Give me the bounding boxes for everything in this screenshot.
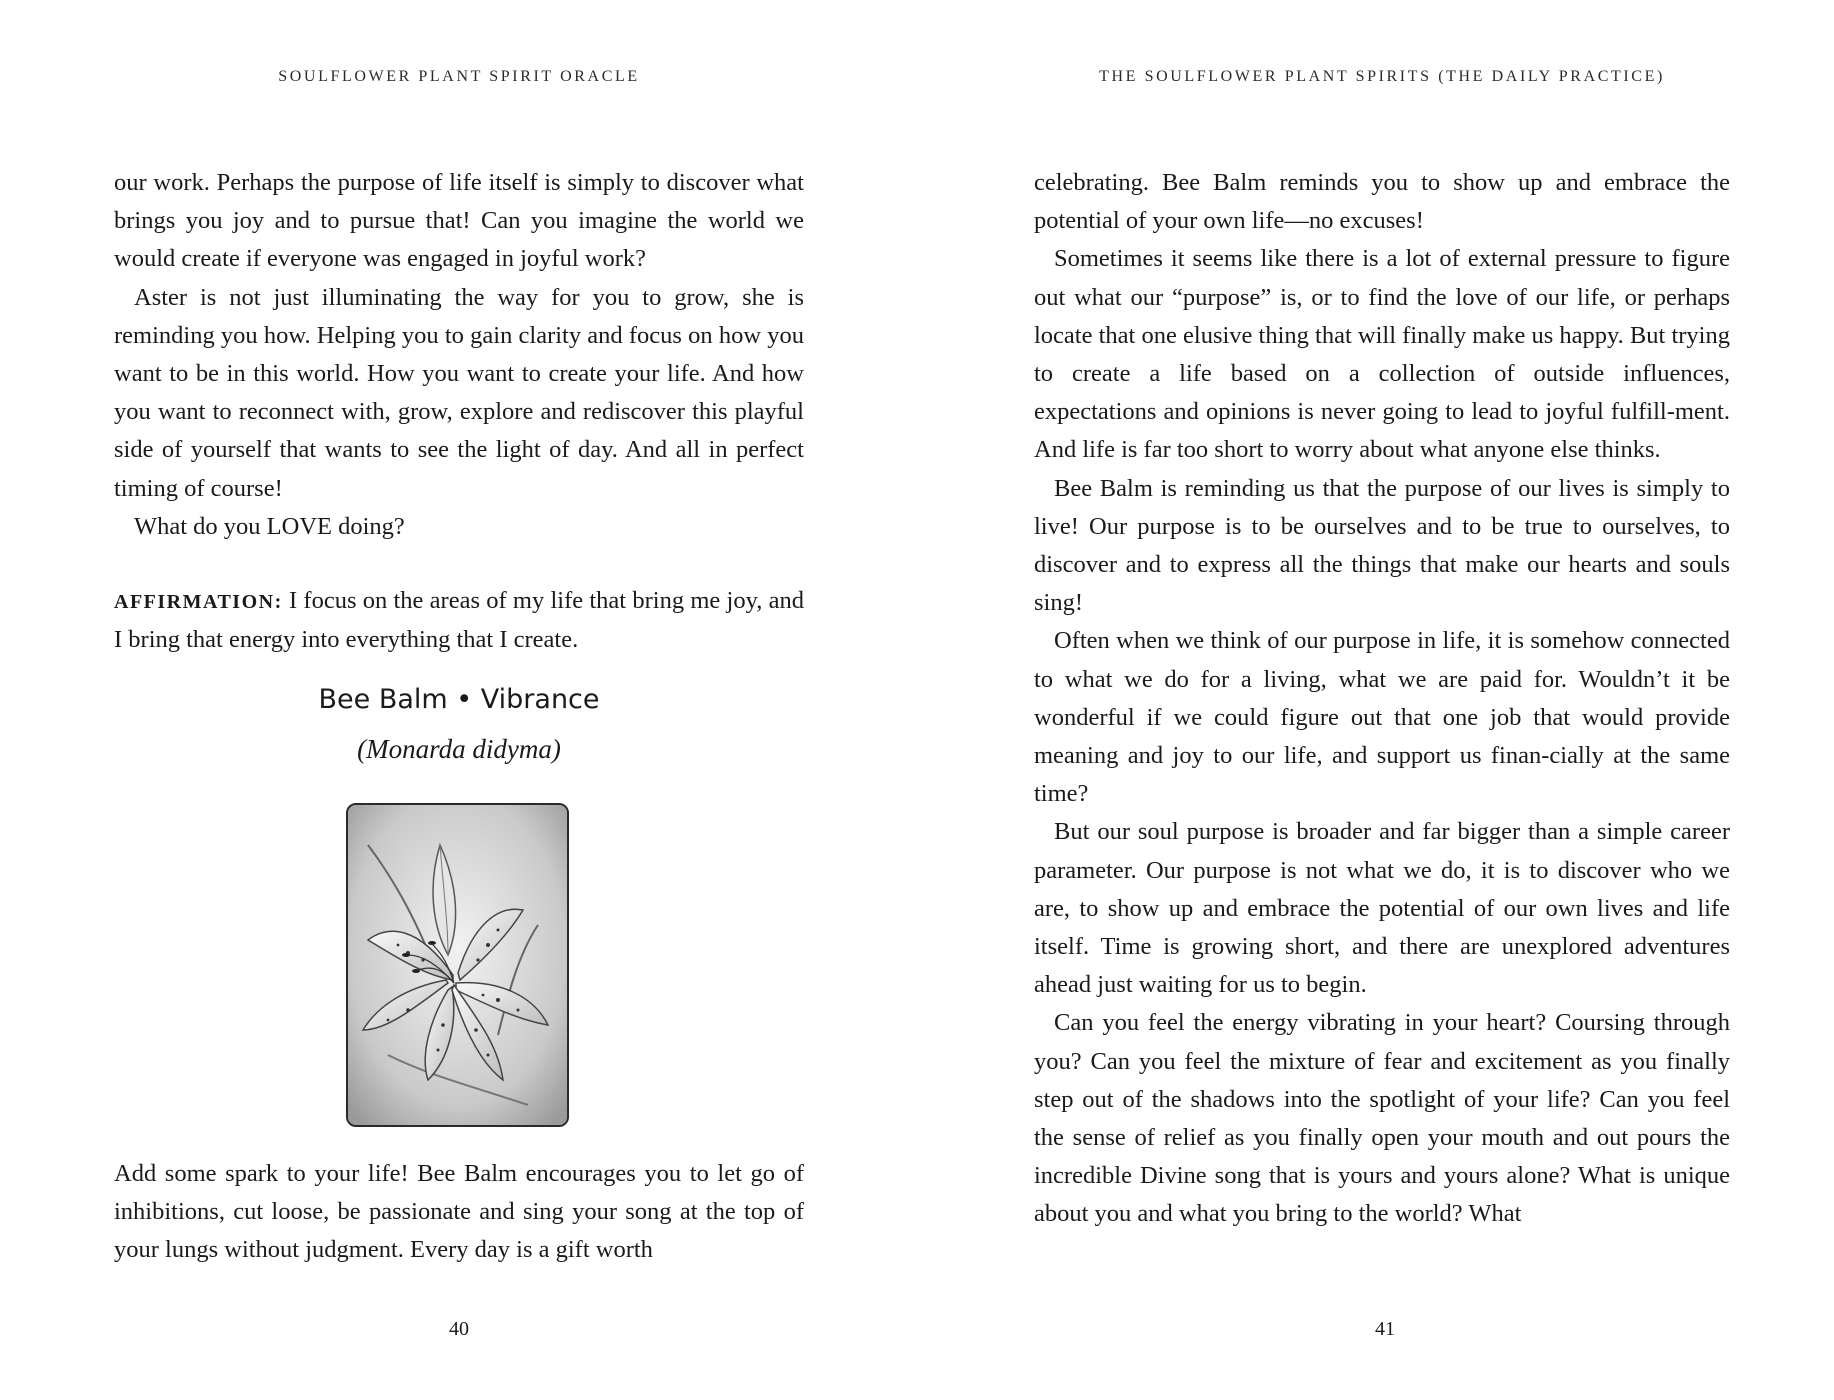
body-text	[1034, 164, 1730, 1234]
right-page	[917, 0, 1834, 1400]
paragraph: celebrating. Bee Balm reminds you to show up and embrace the potential of your own life—no excuses!	[1034, 169, 1730, 235]
paragraph: our work. Perhaps the purpose of life itself is simply to discover what brings you joy and to pursue that! Can you imagine the world we would create if everyone was engaged in joyful work?	[114, 169, 804, 273]
paragraph: What do you LOVE doing?	[134, 512, 405, 540]
entry-title: Bee Balm • Vibrance	[318, 684, 600, 715]
paragraph: But our soul purpose is broader and far bigger than a simple career parameter. Our purpose is not what we do, it is to discover who we are, to show up and embrace the potential of our own lives and life itself. Time is growing short, and there are unexplored adventures ahead just waiting for us to begin.	[1034, 818, 1730, 999]
body-text-bottom	[114, 1155, 804, 1270]
running-head-left: SOULFLOWER PLANT SPIRIT ORACLE	[278, 68, 640, 85]
affirmation-text: I focus on the areas of my life that bring me joy, and I bring that energy into everything that I create.	[114, 587, 804, 654]
page-number-left: 40	[449, 1318, 469, 1340]
paragraph: Add some spark to your life! Bee Balm encourages you to let go of inhibitions, cut loose, be passionate and sing your song at the top of your lungs without judgment. Every day is a gift worth	[114, 1160, 804, 1264]
paragraph: Bee Balm is reminding us that the purpose of our lives is simply to live! Our purpose is to be ourselves and to be true to ourselves, to discover and to express all the things that make our hearts and souls sing!	[1034, 474, 1730, 617]
affirmation	[114, 582, 804, 659]
body-text-top	[114, 164, 804, 546]
entry-latin-name: (Monarda didyma)	[357, 734, 561, 764]
paragraph: Aster is not just illuminating the way for you to grow, she is reminding you how. Helping you to gain clarity and focus on how you want to be in this world. How you want to create your life. And how you want to reconnect with, grow, explore and rediscover this playful side of yourself that wants to see the light of day. And all in perfect timing of course!	[114, 283, 804, 502]
page-number-right: 41	[1375, 1318, 1395, 1340]
paragraph: Can you feel the energy vibrating in your heart? Coursing through you? Can you feel the mixture of fear and excitement as you finally step out of the shadows into the spotlight of your life? Can you feel the sense of relief as you finally open your mouth and out pours the incredible Divine song that is yours and yours alone? What is unique about you and what you bring to the world? What	[1034, 1009, 1730, 1228]
paragraph: Sometimes it seems like there is a lot of external pressure to figure out what our “purpose” is, or to find the love of our life, or perhaps locate that one elusive thing that will finally make us happy. But trying to create a life based on a collection of outside influences, expectations and opinions is never going to lead to joyful fulfill-ment. And life is far too short to worry about what anyone else thinks.	[1034, 245, 1730, 464]
paragraph: Often when we think of our purpose in life, it is somehow connected to what we do for a living, what we are paid for. Wouldn’t it be wonderful if we could figure out that one job that would provide meaning and joy to our life, and support us finan-cially at the same time?	[1034, 627, 1730, 808]
affirmation-label: AFFIRMATION:	[114, 591, 283, 613]
lily-card-illustration	[346, 803, 569, 1127]
running-head-right: THE SOULFLOWER PLANT SPIRITS (THE DAILY PRACTICE)	[1099, 68, 1665, 85]
